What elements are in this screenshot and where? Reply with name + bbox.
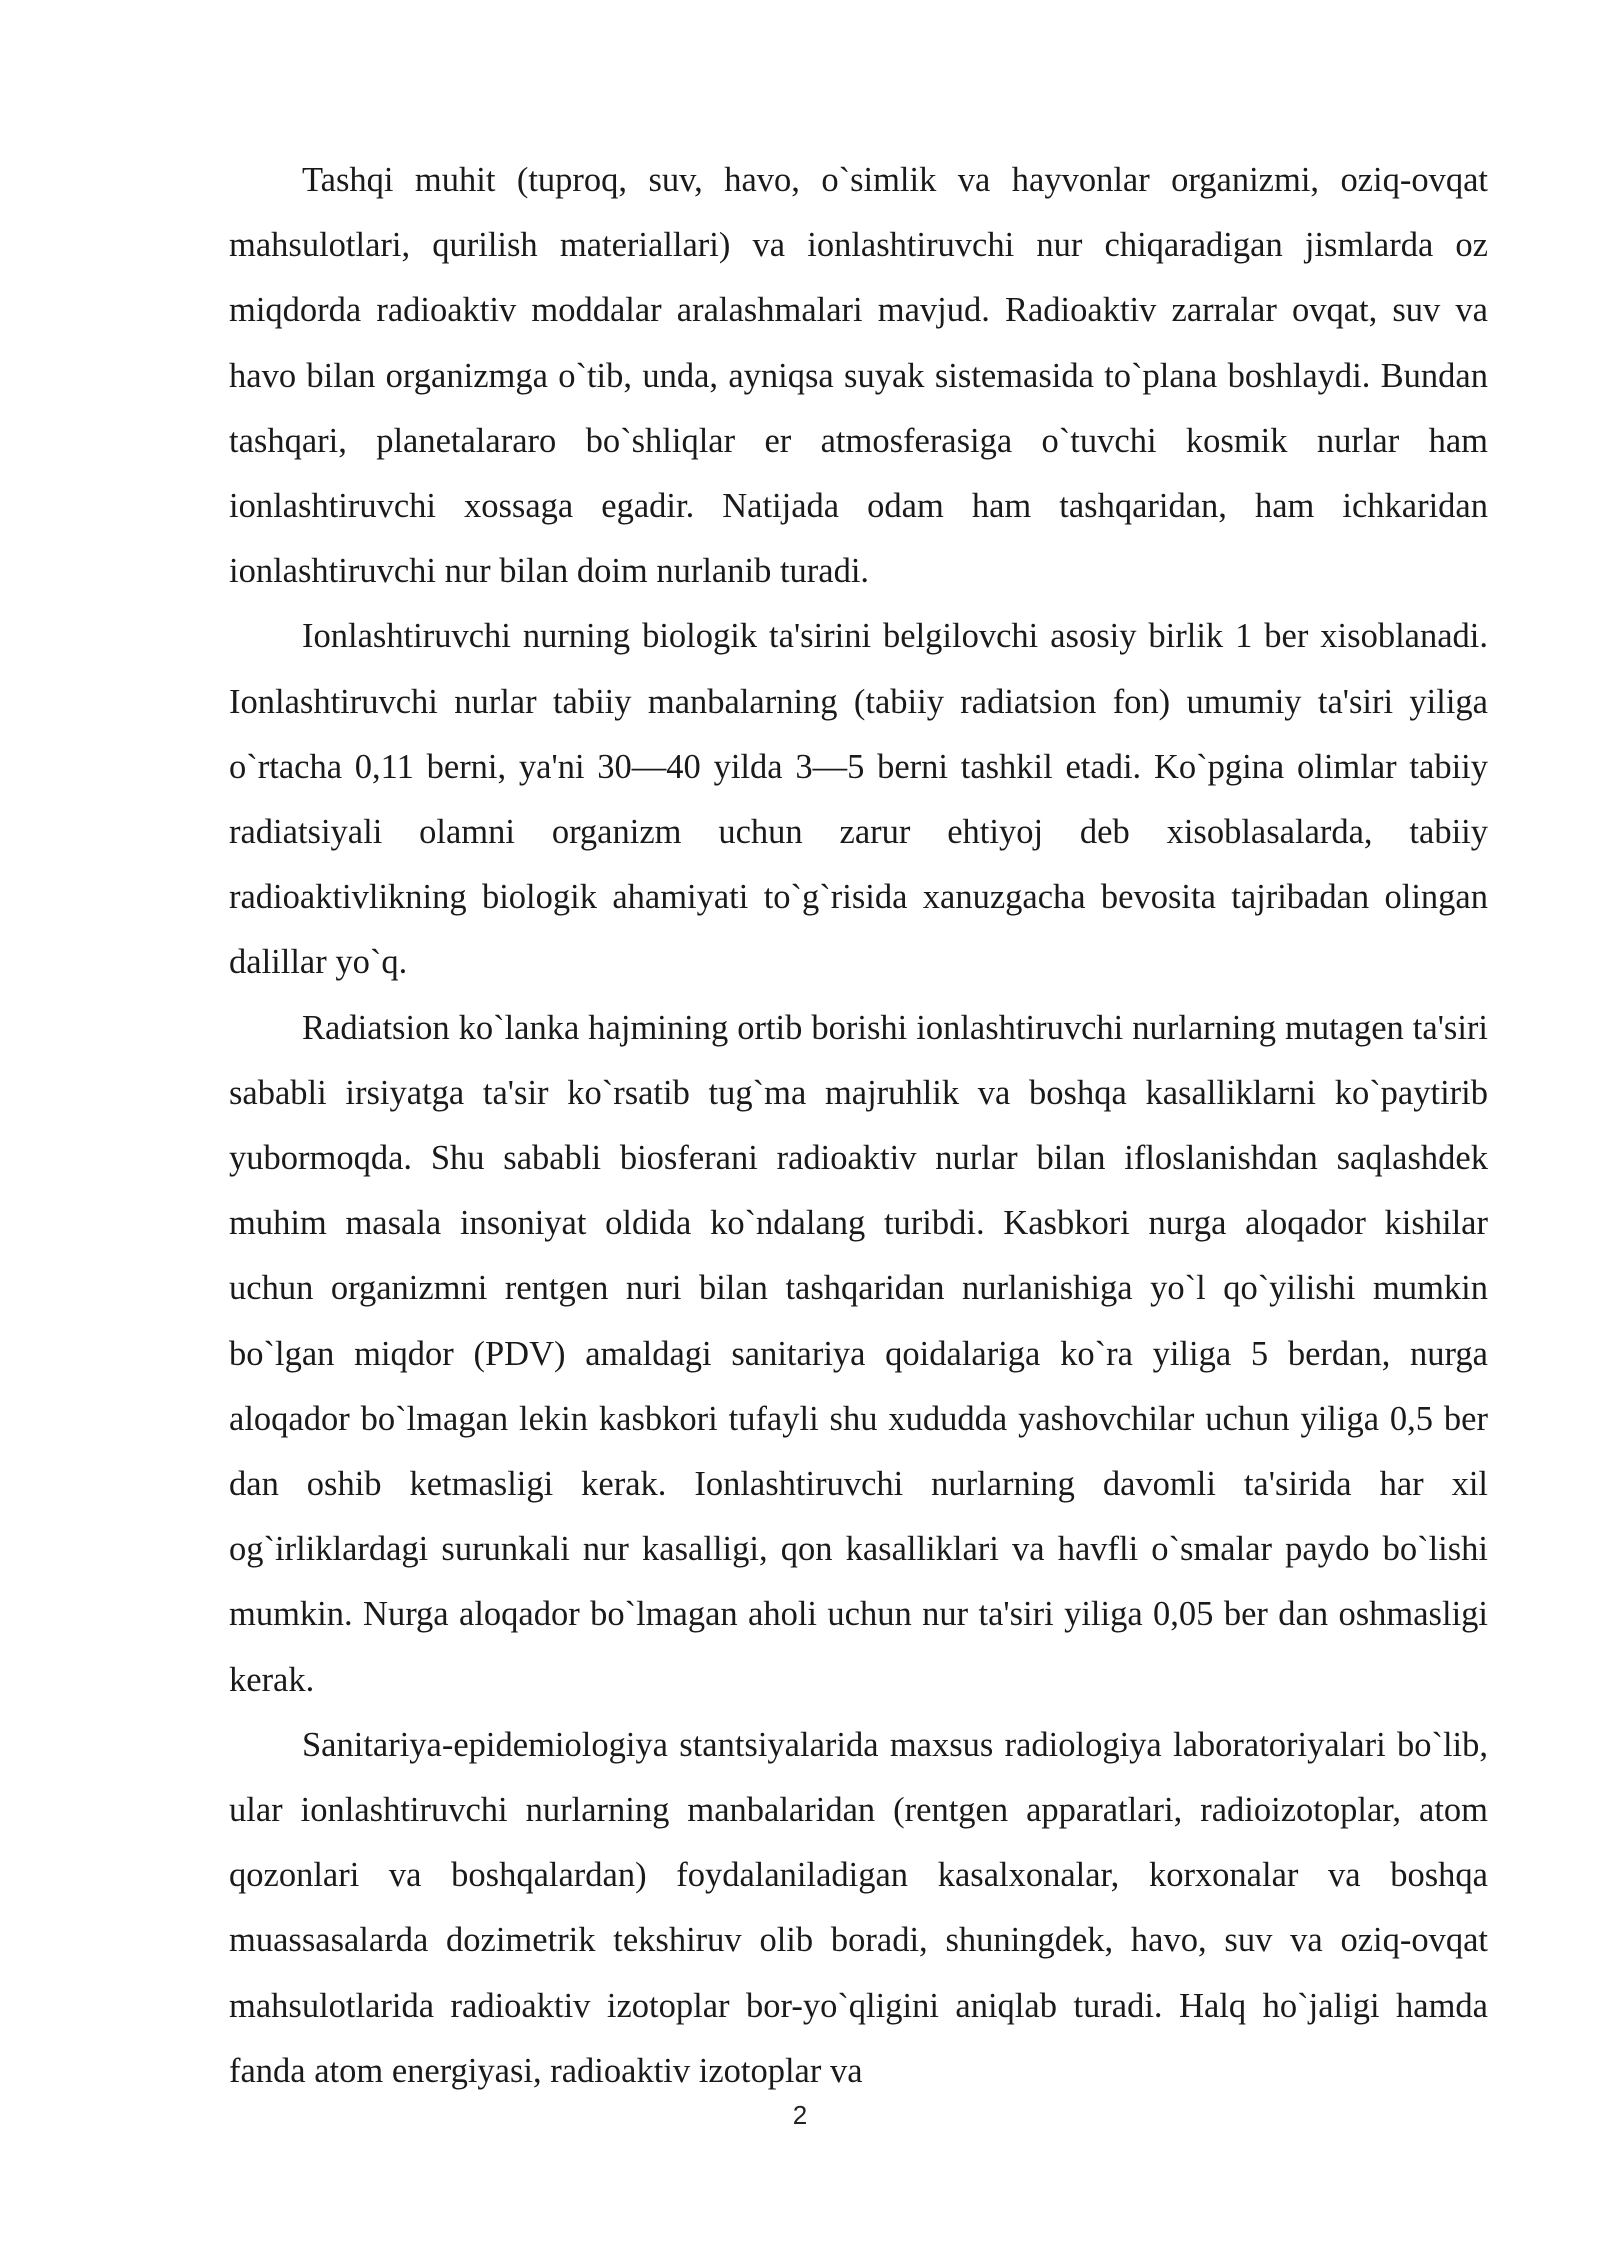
page-number: 2	[792, 2100, 808, 2130]
paragraph-1: Tashqi muhit (tuproq, suv, havo, o`simlik va hayvonlar organizmi, oziq-ovqat mahsulotlari, qurilish materiallari) va ionlashtiruvchi nur chiqaradigan jismlarda oz miqdorda radioaktiv moddalar aralashmalari mavjud. Radioaktiv zarralar ovqat, suv va havo bilan organizmga o`tib, unda, ayniqsa suyak sistemasida to`plana boshlaydi. Bundan tashqari, planetalararo bo`shliqlar er atmosferasiga o`tuvchi kosmik nurlar ham ionlashtiruvchi xossaga egadir. Natijada odam ham tashqaridan, ham ichkaridan ionlashtiruvchi nur bilan doim nurlanib turadi.	[229, 161, 1488, 591]
paragraph-3: Radiatsion ko`lanka hajmining ortib borishi ionlashtiruvchi nurlarning mutagen ta'siri sababli irsiyatga ta'sir ko`rsatib tug`ma majruhlik va boshqa kasalliklarni ko`paytirib yubormoqda. Shu sababli biosferani radioaktiv nurlar bilan ifloslanishdan saqlashdek muhim masala insoniyat oldida ko`ndalang turibdi. Kasbkori nurga aloqador kishilar uchun organizmni rentgen nuri bilan tashqaridan nurlanishiga yo`l qo`yilishi mumkin bo`lgan miqdor (PDV) amaldagi sanitariya qoidalariga ko`ra yiliga 5 berdan, nurga aloqador bo`lmagan lekin kasbkori tufayli shu xududda yashovchilar uchun yiliga 0,5 ber dan oshib ketmasligi kerak. Ionlashtiruvchi nurlarning davomli ta'sirida har xil og`irliklardagi surunkali nur kasalligi, qon kasalliklari va havfli o`smalar paydo bo`lishi mumkin. Nurga aloqador bo`lmagan aholi uchun nur ta'siri yiliga 0,05 ber dan oshmasligi kerak.	[229, 1008, 1488, 1699]
paragraph-2: Ionlashtiruvchi nurning biologik ta'sirini belgilovchi asosiy birlik 1 ber xisoblanadi. Ionlashtiruvchi nurlar tabiiy manbalarning (tabiiy radiatsion fon) umumiy ta'siri yiliga o`rtacha 0,11 berni, ya'ni 30—40 yilda 3—5 berni tashkil etadi. Ko`pgina olimlar tabiiy radiatsiyali olamni organizm uchun zarur ehtiyoj deb xisoblasalarda, tabiiy radioaktivlikning biologik ahamiyati to`g`risida xanuzgacha bevosita tajribadan olingan dalillar yo`q.	[229, 617, 1488, 982]
paragraph-4: Sanitariya-epidemiologiya stantsiyalarida maxsus radiologiya laboratoriyalari bo`lib, ular ionlashtiruvchi nurlarning manbalaridan (rentgen apparatlari, radioizotoplar, atom qozonlari va boshqalardan) foydalaniladigan kasalxonalar, korxonalar va boshqa muassasalarda dozimetrik tekshiruv olib boradi, shuningdek, havo, suv va oziq-ovqat mahsulotlarida radioaktiv izotoplar bor-yo`qligini aniqlab turadi. Halq ho`jaligi hamda fanda atom energiyasi, radioaktiv izotoplar va	[229, 1725, 1488, 2090]
body-text	[229, 148, 1488, 2104]
